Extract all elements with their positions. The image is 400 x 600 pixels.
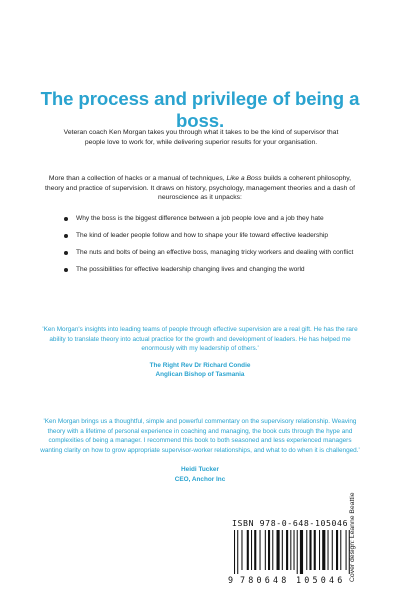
quote-attribution: [40, 361, 360, 380]
endorsement-quote: [40, 417, 360, 485]
cover-design-credit: Cover design: Leanne Beattie: [349, 492, 356, 582]
barcode-bar: [254, 530, 256, 570]
quote-text: 'Ken Morgan's insights into leading teams of people through effective supervision are a real gift. He has the rare ability to translate theory into actual practice for the growth and development of leaders. He has helped me enormously with my leadership of others.': [42, 326, 358, 353]
bullet-item: [64, 249, 364, 258]
barcode-bar: [277, 530, 280, 570]
body-paragraph: [40, 174, 360, 203]
barcode-bar: [294, 530, 295, 570]
bullet-dot-icon: [64, 268, 68, 272]
barcode-bar: [282, 530, 283, 570]
bullet-text: Why the boss is the biggest difference between a job people love and a job they hate: [76, 215, 324, 222]
barcode-bar: [297, 530, 298, 574]
bullet-dot-icon: [64, 234, 68, 238]
bullet-list: [64, 215, 364, 283]
quote-author-name: Heidi Tucker: [181, 466, 219, 474]
barcode-bar: [328, 530, 329, 570]
barcode-bar: [346, 530, 347, 570]
barcode-bar: [340, 530, 341, 570]
barcode-digit-group: 105046: [296, 575, 346, 585]
quote-author-name: The Right Rev Dr Richard Condie: [149, 361, 251, 369]
bullet-text: The nuts and bolts of being an effective boss, managing tricky workers and dealing with conflict: [76, 248, 354, 256]
barcode-bar: [272, 530, 273, 570]
barcode-bar: [234, 530, 235, 574]
barcode-bar: [286, 530, 288, 570]
quote-author-role: CEO, Anchor Inc: [174, 475, 226, 483]
barcode-bar: [332, 530, 333, 570]
barcode-bar: [322, 530, 325, 570]
bullet-text: The kind of leader people follow and how to shape your life toward effective leadership: [76, 231, 329, 239]
bullet-item: [64, 215, 364, 224]
barcode-bar: [241, 530, 242, 570]
quote-author-role: Anglican Bishop of Tasmania: [155, 371, 245, 379]
barcode-bar: [265, 530, 266, 570]
body-text-before: More than a collection of hacks or a manual of techniques,: [48, 175, 227, 182]
barcode-bar: [319, 530, 320, 570]
bullet-dot-icon: [64, 217, 68, 221]
intro-paragraph: Veteran coach Ken Morgan takes you through what it takes to be the kind of supervisor that people love to work for, while delivering superior results for your organisation.: [63, 129, 339, 146]
body-text-after: builds a coherent philosophy, theory and practice of supervision. It draws on history, psychology, management theories and a dash of neuroscience as it unpacks:: [45, 175, 355, 202]
bullet-item: [64, 232, 364, 241]
quote-attribution: [40, 465, 360, 484]
barcode-icon: [228, 530, 352, 574]
barcode-first-digit: 9: [228, 575, 234, 585]
isbn-label: ISBN 978-0-648-105046: [232, 518, 349, 528]
barcode-bar: [251, 530, 252, 570]
barcode-bar: [314, 530, 316, 570]
barcode-bar: [237, 530, 238, 574]
barcode-bar: [260, 530, 261, 570]
barcode-digit-group: 780648: [240, 575, 290, 585]
barcode-bar: [300, 530, 303, 574]
barcode-bar: [309, 530, 311, 570]
bullet-text: The possibilities for effective leadership changing lives and changing the world: [76, 265, 305, 273]
barcode-bar: [290, 530, 291, 570]
book-title: Like a Boss: [226, 175, 262, 182]
barcode-bar: [336, 530, 338, 570]
bullet-dot-icon: [64, 251, 68, 255]
bullet-item: [64, 266, 364, 275]
barcode-bar: [306, 530, 307, 570]
barcode-bar: [247, 530, 249, 570]
headline: The process and privilege of being a boss.: [40, 88, 360, 131]
barcode-bar: [268, 530, 270, 570]
quote-text: 'Ken Morgan brings us a thoughtful, simple and powerful commentary on the supervisory relationship. Weaving theory with a lifetime of personal experience in coaching and managing, the book cuts through the hype and complexities of being a manager. I recommend this book to both seasoned and less experienced managers wanting clarity on how to grow appropriate supervisor-worker relationships, and what to do when it is challenged.': [40, 418, 360, 454]
endorsement-quote: [40, 325, 360, 380]
